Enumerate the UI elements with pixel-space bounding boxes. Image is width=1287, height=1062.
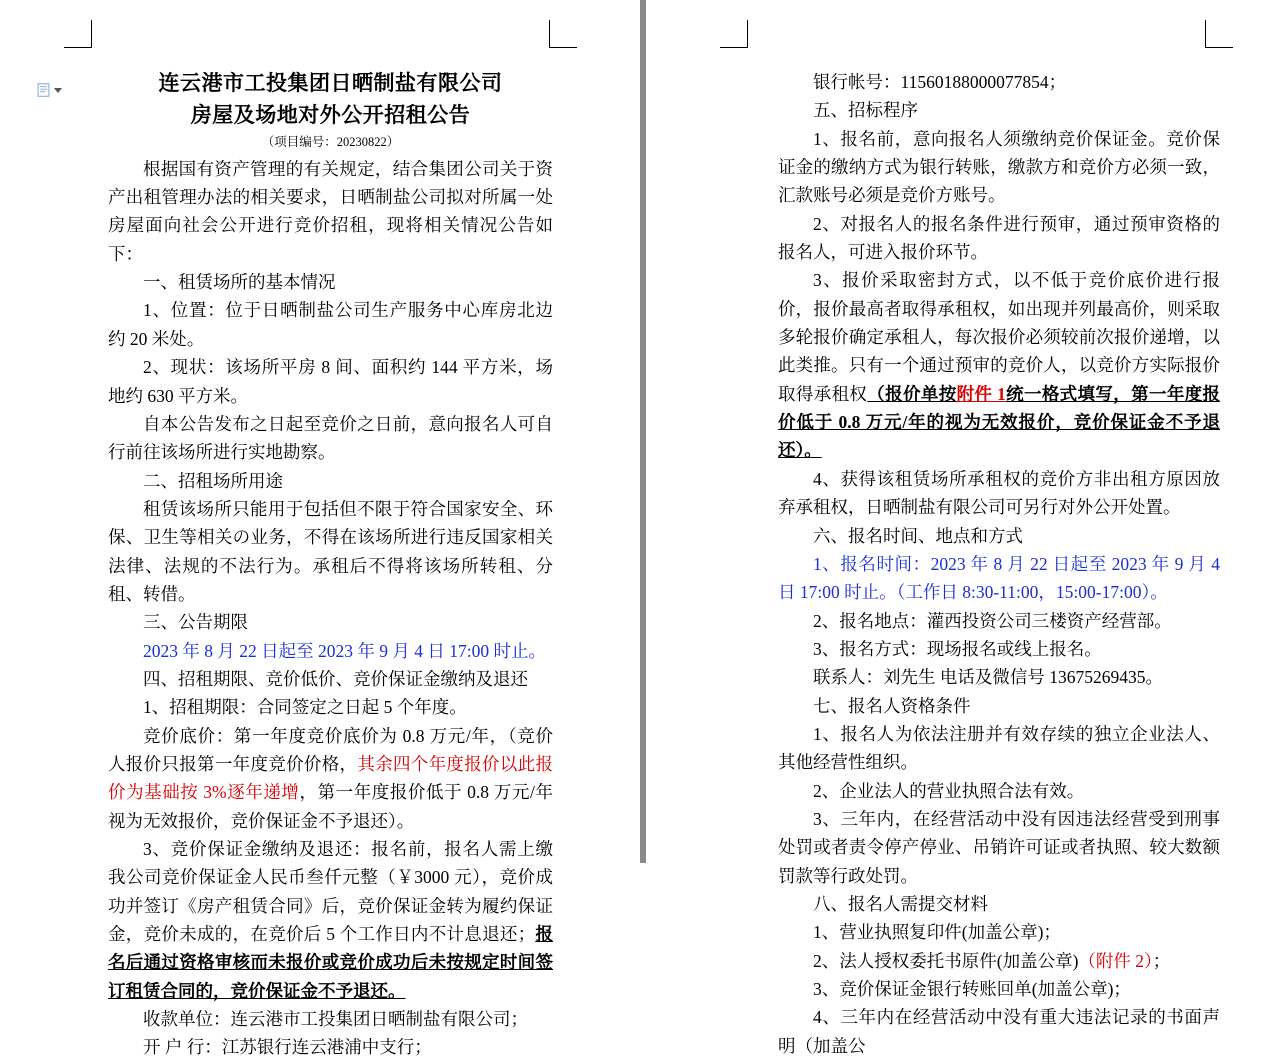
qualification-3: 3、三年内，在经营活动中没有因违法经营受到刑事处罚或者责令停产停业、吊销许可证或者执照、较大数额罚款等行政处罚。 — [778, 808, 1220, 886]
bid-step-3 — [778, 266, 1220, 464]
heading-section-three: 三、公告期限 — [143, 612, 248, 633]
page-right-body — [778, 68, 1220, 1060]
material-2 — [778, 947, 1220, 975]
document-page-right — [646, 0, 1287, 1056]
base-price-item — [108, 722, 553, 835]
heading-section-one: 一、租赁场所的基本情况 — [143, 272, 336, 293]
paragraph-usage: 租赁该场所只能用于包括但不限于符合国家安全、环保、卫生等相关の业务，不得在该场所进行违反国家相关法律、法规的不法行为。承租后不得将该场所转租、分租、转借。 — [108, 498, 553, 604]
paragraph-intro: 根据国有资产管理的有关规定，结合集团公司关于资产出租管理办法的相关要求，日晒制盐公司拟对所属一处房屋面向社会公开进行竞价招租，现将相关情况公告如下： — [108, 158, 553, 264]
material-4: 4、三年内在经营活动中没有重大违法记录的书面声明（加盖公 — [778, 1007, 1220, 1056]
paragraph-location: 1、位置：位于日晒制盐公司生产服务中心库房北边约 20 米处。 — [108, 300, 553, 349]
deposit-prefix: 3、竞价保证金缴纳及退还：报名前，报名人需上缴我公司竞价保证金人民币叁仟元整（￥3000 元），竞价成功并签订《房产租赁合同》后，竞价保证金转为履约保证金，竞价未成的，在竞价后 5 个工作日内不计息退还； — [108, 839, 553, 945]
crop-mark — [64, 47, 92, 48]
crop-mark — [549, 20, 550, 48]
heading-section-five: 五、招标程序 — [813, 100, 918, 121]
heading-section-two: 二、招租场所用途 — [143, 470, 283, 491]
bank-label: 开 户 行： — [143, 1037, 222, 1058]
crop-mark — [1205, 47, 1233, 48]
qualification-2: 2、企业法人的营业执照合法有效。 — [813, 780, 1085, 801]
payee-value: 连云港市工投集团日晒制盐有限公司； — [230, 1009, 528, 1030]
paragraph-survey: 自本公告发布之日起至竞价之日前，意向报名人可自行前往该场所进行实地勘察。 — [108, 413, 553, 463]
heading-section-six: 六、报名时间、地点和方式 — [813, 525, 1023, 546]
payee-line — [108, 1005, 553, 1033]
chevron-down-icon[interactable] — [54, 88, 62, 93]
crop-mark — [91, 20, 92, 48]
crop-mark — [747, 20, 748, 48]
attachment-1-ref: 附件 1 — [956, 383, 1006, 404]
document-page-left — [0, 0, 640, 1058]
qualification-1: 1、报名人为依法注册并有效存续的独立企业法人、其他经营性组织。 — [778, 723, 1220, 773]
project-number: （项目编号：20230822） — [261, 135, 400, 149]
base-price-prefix: 竞价底价：第一年度竞价底价为 0.8 万元/年，（竞价人报价只报第一年度竞价价格， — [108, 725, 553, 774]
registration-place: 2、报名地点：灌西投资公司三楼资产经营部。 — [813, 610, 1172, 631]
material-1: 1、营业执照复印件(加盖公章)； — [813, 922, 1061, 943]
document-outline-icon[interactable] — [36, 80, 62, 100]
bid-step-3-prefix: 3、报价采取密封方式，以不低于竞价底价进行报价，报价最高者取得承租权，如出现并列最高价，则采取多轮报价确定承租人，每次报价必须较前次报价递增，以此类推。只有一个通过预审的竞价人，以竞价方实际报价取得承租权 — [778, 270, 1220, 404]
bid-step-2: 2、对报名人的报名条件进行预审，通过预审资格的报名人，可进入报价环节。 — [778, 213, 1220, 263]
material-2-prefix: 2、法人授权委托书原件(加盖公章) — [813, 950, 1079, 971]
heading-section-four: 四、招租期限、竞价低价、竞价保证金缴纳及退还 — [143, 668, 528, 689]
registration-method: 3、报名方式：现场报名或线上报名。 — [813, 638, 1102, 659]
paragraph-condition: 2、现状：该场所平房 8 间、面积约 144 平方米，场地约 630 平方米。 — [108, 357, 553, 406]
deposit-warning: 报名后通过资格审核而未报价或竞价成功后未按规定时间签订租赁合同的，竞价保证金不予退还。 — [108, 924, 554, 1001]
bank-line — [108, 1033, 553, 1061]
heading-section-eight: 八、报名人需提交材料 — [813, 893, 988, 914]
bank-account: 银行帐号：11560188000077854； — [813, 72, 1067, 92]
page-title-line2: 房屋及场地对外公开招租公告 — [190, 102, 471, 127]
bid-step-3-bold-mid: 统一格式填写，第一年度报价低于 0.8 万元/年的视为无效报价，竞价保证金不予退还）。 — [778, 383, 1221, 461]
page-title-line1: 连云港市工投集团日晒制盐有限公司 — [158, 71, 503, 95]
material-2-suffix: ； — [1152, 950, 1171, 971]
bid-step-4: 4、获得该租赁场所承租权的竞价方非出租方原因放弃承租权，日晒制盐有限公司可另行对外公开处置。 — [778, 468, 1220, 518]
heading-section-seven: 七、报名人资格条件 — [813, 695, 971, 716]
bid-step-3-bold-open: （报价单按 — [867, 383, 957, 404]
notice-period: 2023 年 8 月 22 日起至 2023 年 9 月 4 日 17:00 时止。 — [143, 640, 546, 661]
bid-step-1: 1、报名前，意向报名人须缴纳竞价保证金。竞价保证金的缴纳方式为银行转账，缴款方和竞价方必须一致，汇款账号必须是竞价方账号。 — [778, 128, 1220, 206]
base-price-highlight: 其余四个年度报价以此报价为基础按 3%逐年递增 — [108, 753, 553, 803]
deposit-item — [108, 835, 553, 1005]
crop-mark — [549, 47, 577, 48]
bank-value: 江苏银行连云港浦中支行； — [221, 1037, 432, 1058]
crop-mark — [1205, 20, 1206, 48]
payee-label: 收款单位： — [143, 1009, 231, 1030]
attachment-2-ref: （附件 2） — [1078, 950, 1153, 971]
registration-time: 1、报名时间：2023 年 8 月 22 日起至 2023 年 9 月 4 日 17:00 时止。（工作日 8:30-11:00，15:00-17:00）。 — [778, 553, 1220, 603]
contact-line: 联系人：刘先生 电话及微信号 13675269435。 — [813, 667, 1163, 688]
material-3: 3、竞价保证金银行转账回单(加盖公章)； — [813, 979, 1131, 999]
base-price-suffix: ，第一年度报价低于 0.8 万元/年视为无效报价，竞价保证金不予退还）。 — [108, 782, 553, 831]
lease-term-item: 1、招租期限：合同签定之日起 5 个年度。 — [143, 697, 467, 718]
page-left-body — [108, 68, 553, 1062]
crop-mark — [720, 47, 748, 48]
